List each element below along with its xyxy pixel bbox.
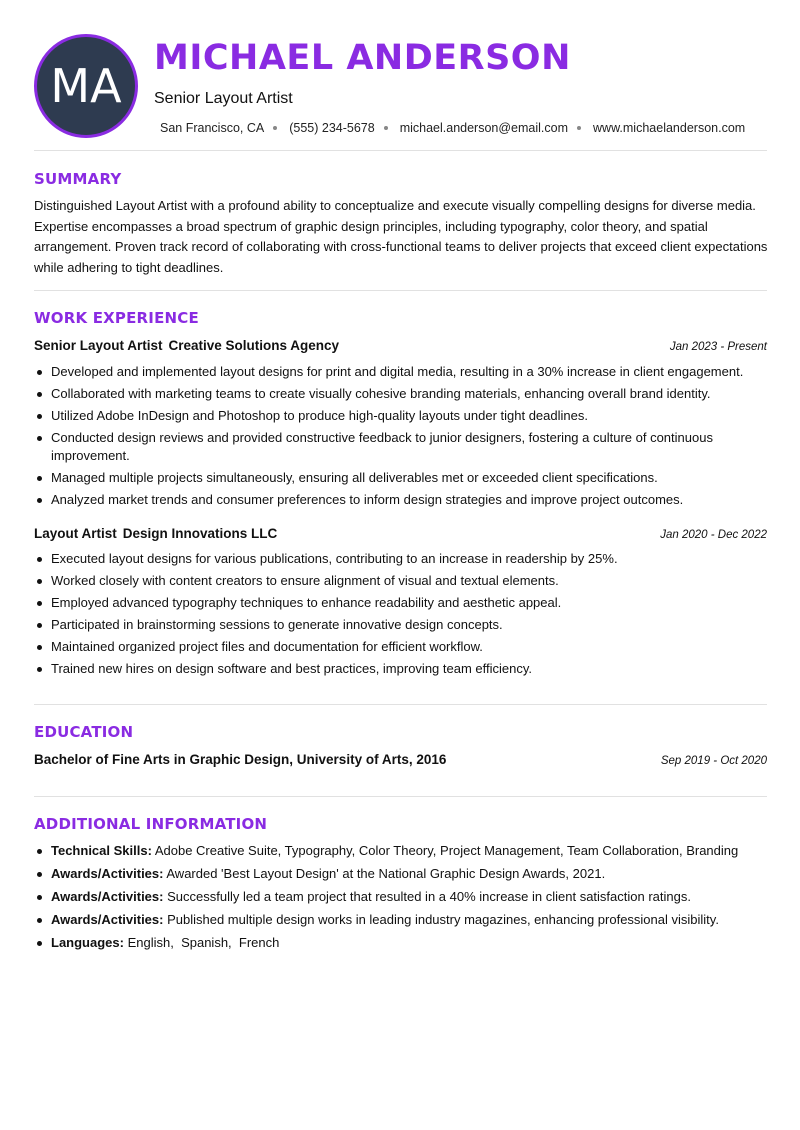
info-text: Successfully led a team project that resulted in a 40% increase in client satisfaction ratings. [167,889,691,904]
list-item [34,842,774,860]
list-item: Collaborated with marketing teams to create visually cohesive branding materials, enhancing overall brand identity. [34,385,774,403]
list-item [34,865,774,883]
avatar [34,34,138,138]
info-label: Awards/Activities: [51,889,164,904]
separator-dot [273,126,277,130]
job-bullet-list [34,363,774,513]
section-divider [34,704,767,705]
separator-dot [384,126,388,130]
list-item: Managed multiple projects simultaneously, ensuring all deliverables met or exceeded client specifications. [34,469,774,487]
education-entry [34,752,767,767]
job-company: Design Innovations LLC [122,526,278,541]
list-item: Maintained organized project files and documentation for efficient workflow. [34,638,774,656]
list-item: Employed advanced typography techniques to enhance readability and aesthetic appeal. [34,594,774,612]
info-text: Awarded 'Best Layout Design' at the National Graphic Design Awards, 2021. [166,866,606,881]
info-text: English, Spanish, French [127,935,280,950]
avatar-initials: MA [50,59,122,113]
list-item [34,911,774,929]
education-degree: Bachelor of Fine Arts in Graphic Design, University of Arts, 2016 [34,752,447,767]
education-dates: Sep 2019 - Oct 2020 [660,755,767,767]
info-label: Awards/Activities: [51,866,164,881]
job-bullet-list [34,550,774,682]
job-company: Creative Solutions Agency [168,338,340,353]
contact-website[interactable]: www.michaelanderson.com [593,121,746,135]
info-text: Adobe Creative Suite, Typography, Color Theory, Project Management, Team Collaboration, Branding [154,843,739,858]
resume-header [34,34,767,138]
info-text: Published multiple design works in leading industry magazines, enhancing professional visibility. [167,912,719,927]
list-item: Developed and implemented layout designs for print and digital media, resulting in a 30% increase in client engagement. [34,363,774,381]
job-title: Senior Layout Artist [34,338,163,353]
education-heading: EDUCATION [34,723,134,741]
contact-phone[interactable]: (555) 234-5678 [289,121,399,135]
summary-text: Distinguished Layout Artist with a profound ability to conceptualize and execute visually compelling designs for diverse media. Expertise encompasses a broad spectrum of graphic design principles, including typography, color theory, and spatial arrangement. Proven track record of collaborating with cross-functional teams to deliver projects that exceed client expectations while adhering to tight deadlines. [34,198,768,275]
job-title: Layout Artist [34,526,117,541]
list-item: Trained new hires on design software and best practices, improving team efficiency. [34,660,774,678]
contact-email[interactable]: michael.anderson@email.com [400,121,593,135]
section-divider [34,796,767,797]
job-title-line [34,526,277,541]
info-label: Awards/Activities: [51,912,164,927]
contact-location: San Francisco, CA [160,121,289,135]
list-item: Participated in brainstorming sessions to generate innovative design concepts. [34,616,774,634]
additional-info-heading: ADDITIONAL INFORMATION [34,815,268,833]
job-header [34,526,767,541]
job-title-line [34,338,339,353]
info-label: Languages: [51,935,124,950]
section-divider [34,150,767,151]
list-item: Conducted design reviews and provided constructive feedback to junior designers, fostering a culture of continuous improvement. [34,429,774,465]
additional-info-list [34,842,774,957]
list-item [34,934,774,952]
list-item: Utilized Adobe InDesign and Photoshop to produce high-quality layouts under tight deadlines. [34,407,774,425]
candidate-name: MICHAEL ANDERSON [154,38,571,78]
section-divider [34,290,767,291]
list-item: Analyzed market trends and consumer preferences to inform design strategies and improve project outcomes. [34,491,774,509]
job-header [34,338,767,353]
job-dates: Jan 2023 - Present [669,341,767,353]
list-item: Executed layout designs for various publications, contributing to an increase in readership by 25%. [34,550,774,568]
candidate-title: Senior Layout Artist [154,90,293,107]
separator-dot [577,126,581,130]
list-item: Worked closely with content creators to ensure alignment of visual and textual elements. [34,572,774,590]
info-label: Technical Skills: [51,843,152,858]
summary-heading: SUMMARY [34,170,122,188]
job-dates: Jan 2020 - Dec 2022 [660,529,767,541]
contact-line [160,121,745,135]
list-item [34,888,774,906]
work-experience-heading: WORK EXPERIENCE [34,309,199,327]
